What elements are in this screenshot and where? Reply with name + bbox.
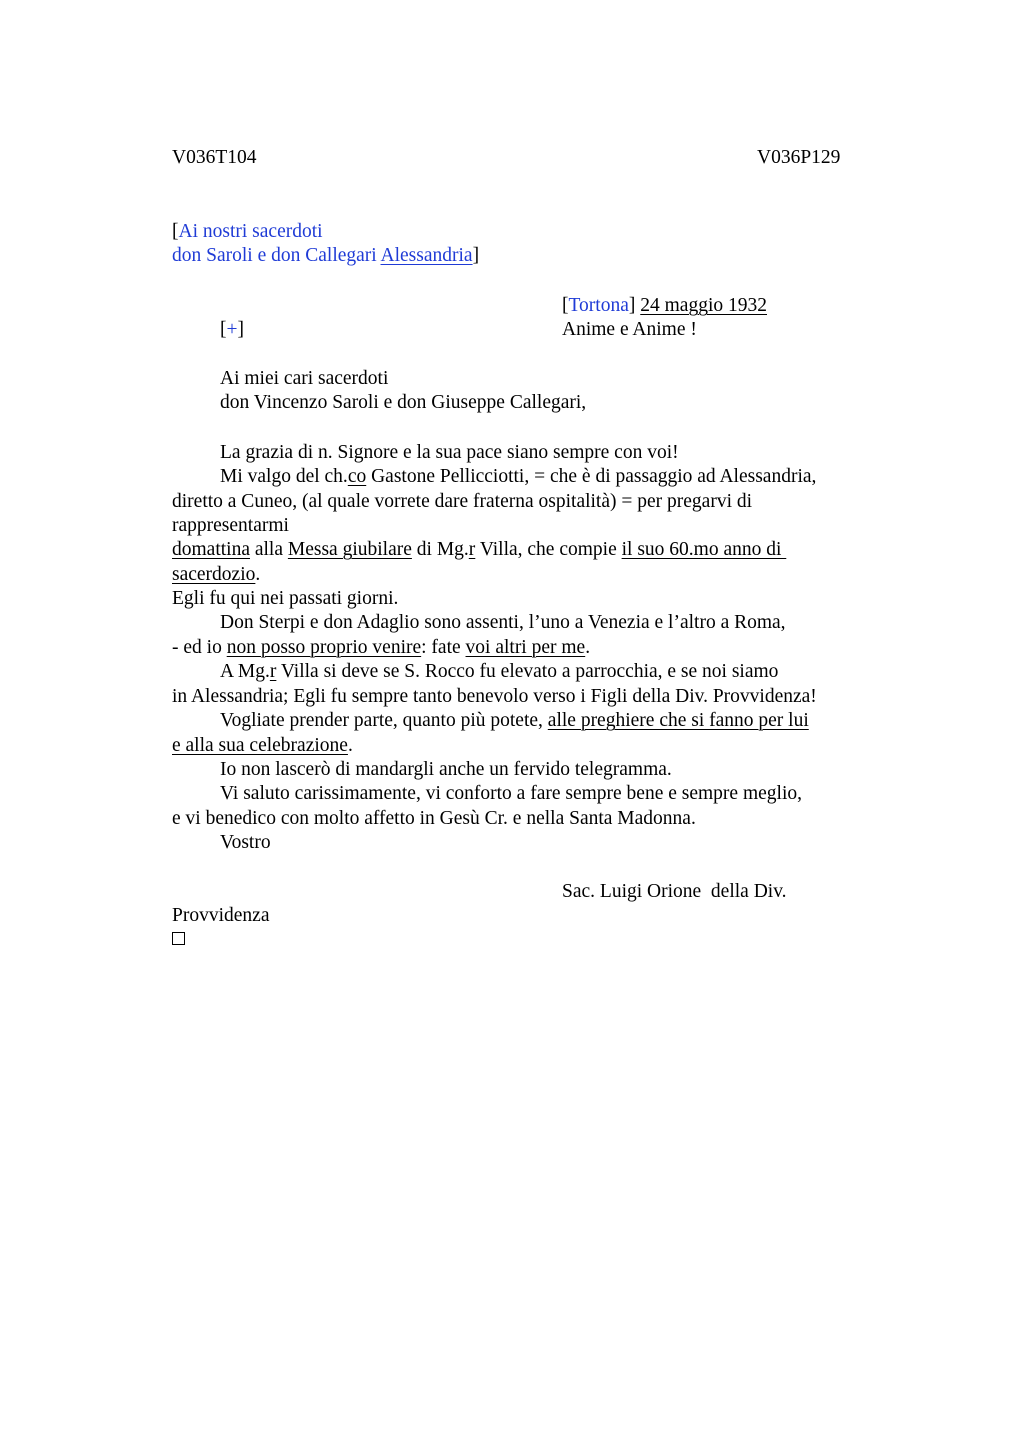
signature-line-1: Sac. Luigi Orione della Div.: [562, 881, 787, 902]
body-line: domattina alla Messa giubilare di Mg.r Villa, che compie il suo 60.mo anno di: [172, 539, 787, 560]
body-line: La grazia di n. Signore e la sua pace siano sempre con voi!: [220, 442, 679, 463]
body-line: Mi valgo del ch.co Gastone Pellicciotti, = che è di passaggio ad Alessandria,: [220, 466, 817, 487]
address-city: Alessandria: [380, 245, 473, 266]
dateline: [Tortona] 24 maggio 1932: [562, 295, 767, 316]
motto: Anime e Anime !: [562, 319, 697, 340]
body-line: in Alessandria; Egli fu sempre tanto benevolo verso i Figli della Div. Provvidenza!: [172, 686, 817, 707]
body-line: Vi saluto carissimamente, vi conforto a fare sempre bene e sempre meglio,: [220, 783, 802, 804]
body-line: A Mg.r Villa si deve se S. Rocco fu elevato a parrocchia, e se noi siamo: [220, 661, 779, 682]
body-line: Io non lascerò di mandargli anche un fervido telegramma.: [220, 759, 672, 780]
cross-mark: [+]: [220, 319, 244, 340]
body-line: Egli fu qui nei passati giorni.: [172, 588, 399, 609]
address-line-2: don Saroli e don Callegari Alessandria]: [172, 245, 480, 266]
document-code-left: V036T104: [172, 147, 257, 168]
body-line: diretto a Cuneo, (al quale vorrete dare fraterna ospitalità) = per pregarvi di: [172, 491, 753, 512]
body-line: e alla sua celebrazione.: [172, 735, 353, 756]
signature-line-2: Provvidenza: [172, 905, 270, 926]
body-line: e vi benedico con molto affetto in Gesù Cr. e nella Santa Madonna.: [172, 808, 696, 829]
salutation-line-1: Ai miei cari sacerdoti: [220, 368, 389, 389]
body-line: Don Sterpi e don Adaglio sono assenti, l’uno a Venezia e l’altro a Roma,: [220, 612, 786, 633]
closing: Vostro: [220, 832, 271, 853]
dateline-date: 24 maggio 1932: [640, 295, 767, 316]
body-line: Vogliate prender parte, quanto più potete, alle preghiere che si fanno per lui: [220, 710, 809, 731]
body-line: rappresentarmi: [172, 515, 289, 536]
salutation-line-2: don Vincenzo Saroli e don Giuseppe Callegari,: [220, 392, 587, 413]
body-line: sacerdozio.: [172, 564, 261, 585]
square-symbol-icon: [172, 932, 185, 945]
address-line-1: [Ai nostri sacerdoti: [172, 221, 323, 242]
document-code-right: V036P129: [757, 147, 841, 168]
dateline-place: Tortona: [568, 295, 629, 316]
body-line: - ed io non posso proprio venire: fate voi altri per me.: [172, 637, 591, 658]
